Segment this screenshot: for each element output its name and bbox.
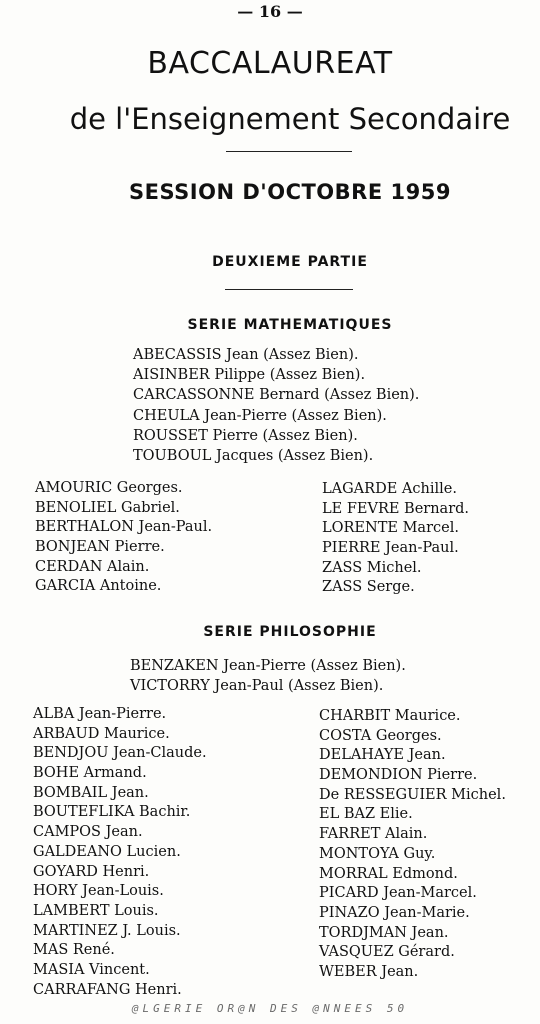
list-item: GALDEANO Lucien.: [33, 843, 181, 860]
page-title: BACCALAUREAT: [147, 46, 393, 81]
list-item: BENZAKEN Jean-Pierre (Assez Bien).: [130, 658, 406, 674]
list-item: MONTOYA Guy.: [319, 845, 436, 862]
list-item: GARCIA Antoine.: [35, 578, 162, 595]
page-subtitle: de l'Enseignement Secondaire: [69, 102, 511, 136]
list-item: LAMBERT Louis.: [33, 902, 159, 919]
list-item: PINAZO Jean-Marie.: [319, 904, 470, 921]
list-item: MORRAL Edmond.: [319, 865, 458, 882]
part-heading: DEUXIEME PARTIE: [212, 254, 368, 270]
list-item: MARTINEZ J. Louis.: [33, 922, 181, 939]
list-item: CARCASSONNE Bernard (Assez Bien).: [133, 387, 420, 404]
list-item: HORY Jean-Louis.: [33, 883, 164, 900]
list-item: BERTHALON Jean-Paul.: [35, 519, 213, 536]
list-item: MAS René.: [33, 942, 115, 959]
list-item: LORENTE Marcel.: [322, 520, 459, 537]
page-number: — 16 —: [237, 2, 303, 21]
list-item: AISINBER Pilippe (Assez Bien).: [133, 367, 366, 384]
section-heading-philo: SERIE PHILOSOPHIE: [203, 624, 377, 640]
list-item: PICARD Jean-Marcel.: [319, 885, 477, 902]
section-heading-math: SERIE MATHEMATIQUES: [187, 317, 393, 333]
list-item: DELAHAYE Jean.: [319, 747, 446, 764]
divider-rule: [225, 289, 353, 290]
list-item: LAGARDE Achille.: [322, 481, 457, 497]
list-item: CHARBIT Maurice.: [319, 708, 461, 724]
list-item: GOYARD Henri.: [33, 863, 150, 880]
list-item: ALBA Jean-Pierre.: [33, 706, 167, 722]
list-item: LE FEVRE Bernard.: [322, 500, 470, 517]
list-item: WEBER Jean.: [319, 963, 419, 980]
list-item: ZASS Michel.: [322, 559, 422, 576]
list-item: PIERRE Jean-Paul.: [322, 540, 459, 557]
math-right-column: [322, 480, 469, 598]
list-item: ABECASSIS Jean (Assez Bien).: [133, 347, 359, 363]
divider-rule: [226, 151, 352, 152]
list-item: BONJEAN Pierre.: [35, 539, 165, 556]
list-item: MASIA Vincent.: [33, 961, 150, 978]
philo-right-column: [319, 707, 506, 983]
watermark-footer: @LGERIE OR@N DES @NNEES 50: [131, 1002, 409, 1015]
list-item: BOHE Armand.: [33, 765, 147, 782]
list-item: CERDAN Alain.: [35, 558, 150, 575]
list-item: DEMONDION Pierre.: [319, 767, 478, 784]
list-item: De RESSEGUIER Michel.: [319, 786, 506, 803]
list-item: CARRAFANG Henri.: [33, 981, 182, 998]
list-item: AMOURIC Georges.: [35, 480, 183, 496]
list-item: BOUTEFLIKA Bachir.: [33, 804, 191, 821]
list-item: ZASS Serge.: [322, 579, 415, 596]
list-item: BOMBAIL Jean.: [33, 784, 149, 801]
list-item: ARBAUD Maurice.: [33, 725, 170, 742]
session-heading: SESSION D'OCTOBRE 1959: [129, 180, 451, 204]
list-item: CAMPOS Jean.: [33, 824, 143, 841]
list-item: BENDJOU Jean-Claude.: [33, 745, 207, 762]
list-item: TOUBOUL Jacques (Assez Bien).: [133, 447, 374, 464]
list-item: COSTA Georges.: [319, 727, 442, 744]
list-item: ROUSSET Pierre (Assez Bien).: [133, 427, 358, 444]
list-item: FARRET Alain.: [319, 826, 428, 843]
math-left-column: [35, 479, 212, 597]
list-item: VICTORRY Jean-Paul (Assez Bien).: [130, 678, 384, 695]
list-item: CHEULA Jean-Pierre (Assez Bien).: [133, 407, 387, 424]
math-honors-list: [133, 345, 419, 466]
philo-honors-list: [130, 656, 406, 696]
list-item: VASQUEZ Gérard.: [319, 944, 455, 961]
list-item: EL BAZ Elie.: [319, 806, 413, 823]
list-item: TORDJMAN Jean.: [319, 924, 449, 941]
philo-left-column: [33, 705, 207, 1000]
list-item: BENOLIEL Gabriel.: [35, 499, 180, 516]
